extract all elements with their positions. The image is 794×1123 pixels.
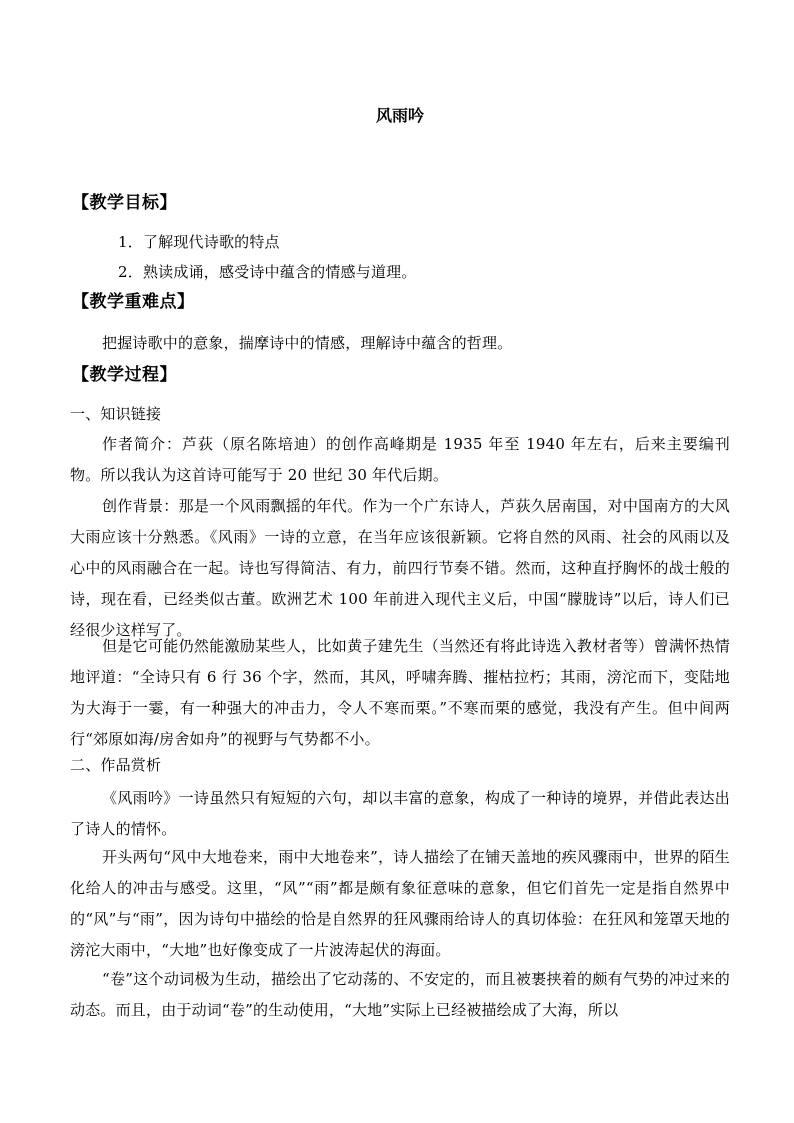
paragraph-verb-analysis: “卷”这个动词极为生动，描绘出了它动荡的、不安定的，而且被裹挟着的颇有气势的冲过来的动态。而且，由于动词“卷”的生动使用，“大地”实际上已经被描绘成了大海，所以 — [70, 970, 730, 1019]
page-title: 风雨吟 — [375, 106, 424, 125]
paragraph-commentary: 但是它可能仍然能激励某些人，比如黄子建先生（当然还有将此诗选入教材者等）曾满怀热情地评道：“全诗只有 6 行 36 个字，然而，其风，呼啸奔腾、摧枯拉朽；其雨，滂沱而下，变陆地为大海于一霎，有一种强大的冲击力，令人不寒而栗。”不寒而栗的感觉，我没有产生。但中间两行“郊原如海/房舍如舟”的视野与气势都不小。 — [70, 637, 730, 748]
paragraph-opening-lines: 开头两句“风中大地卷来，雨中大地卷来”，诗人描绘了在铺天盖地的疾风骤雨中，世界的陌生化给人的冲击与感受。这里，“风”“雨”都是颇有象征意味的意象，但它们首先一定是指自然界中的“风”与“雨”，因为诗句中描绘的恰是自然界的狂风骤雨给诗人的真切体验：在狂风和笼罩天地的滂沱大雨中，“大地”也好像变成了一片波涛起伏的海面。 — [70, 848, 730, 959]
section-heading-process: 【教学过程】 — [72, 365, 177, 385]
document-page — [70, 0, 730, 1123]
section-heading-goals: 【教学目标】 — [72, 193, 177, 213]
key-points-text: 把握诗歌中的意象，揣摩诗中的情感，理解诗中蕴含的哲理。 — [102, 334, 513, 352]
goal-item-2: 2．熟读成诵，感受诗中蕴含的情感与道理。 — [118, 263, 417, 281]
part2-title: 二、作品赏析 — [70, 756, 162, 774]
paragraph-author-intro: 作者简介：芦荻（原名陈培迪）的创作高峰期是 1935 年至 1940 年左右，后来主要编刊物。所以我认为这首诗可能写于 20 世纪 30 年代后期。 — [70, 435, 730, 484]
paragraph-background: 创作背景：那是一个风雨飘摇的年代。作为一个广东诗人，芦荻久居南国，对中国南方的大风大雨应该十分熟悉。《风雨》一诗的立意，在当年应该很新颖。它将自然的风雨、社会的风雨以及心中的风雨融合在一起。诗也写得简洁、有力，前四行节奏不错。然而，这种直抒胸怀的战士般的诗，现在看，已经类似古董。欧洲艺术 100 年前进入现代主义后，中国“朦胧诗”以后，诗人们已经很少这样写了。 — [70, 497, 730, 639]
part1-title: 一、知识链接 — [70, 405, 162, 423]
paragraph-appreciation-intro: 《风雨吟》一诗虽然只有短短的六句，却以丰富的意象，构成了一种诗的境界，并借此表达出了诗人的情怀。 — [70, 789, 730, 838]
section-heading-key-points: 【教学重难点】 — [72, 292, 195, 312]
goal-item-1: 1．了解现代诗歌的特点 — [118, 233, 280, 251]
